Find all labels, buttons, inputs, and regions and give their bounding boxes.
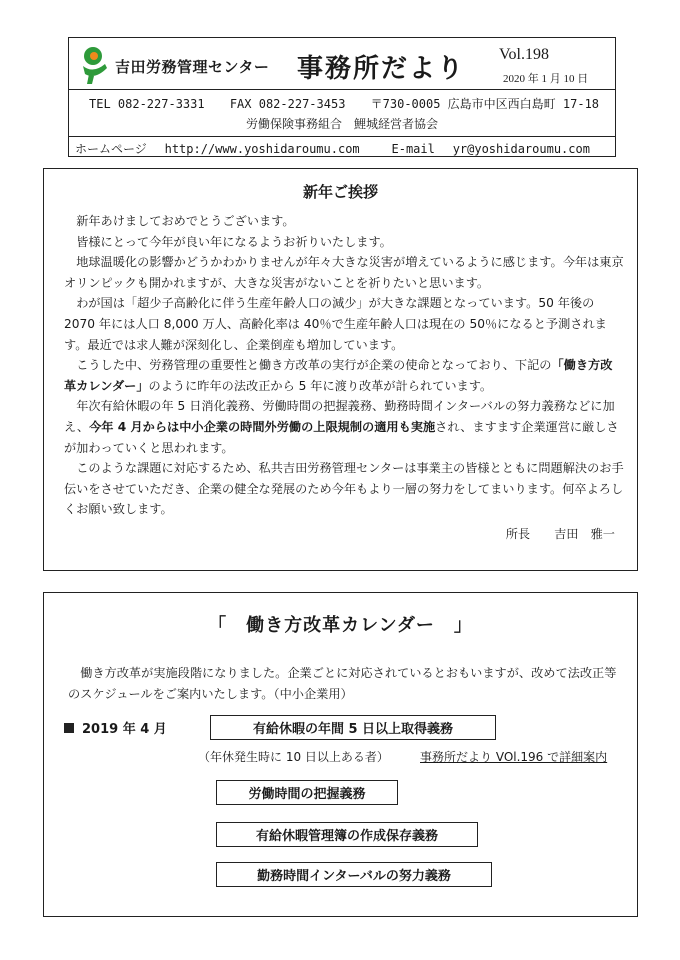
header-title-bar [69,38,615,90]
greeting-paragraph: わが国は「超少子高齢化に伴う生産年齢人口の減少」が大きな課題となっています。50 年後の 2070 年には人口 8,000 万人、高齢化率は 40％で生産年齢人口は現在の 50％になると予測されます。最近では求人難が深刻化し、企業倒産も増加しています。 [64,296,607,352]
company-logo-icon [79,44,111,84]
detail-reference: 事務所だより VOl.196 で詳細案内 [420,750,608,764]
affiliations: 労働保険事務組合 鯉城経営者協会 [245,117,438,131]
org-name: 吉田労務管理センター [115,58,270,76]
signature [482,525,615,542]
obligation-item: 勤務時間インターバルの努力義務 [216,862,492,887]
greeting-paragraph: このような課題に対応するため、私共吉田労務管理センターは事業主の皆様とともに問題解決のお手伝いをさせていただき、企業の健全な発展のため今年もより一層の努力をしてまいります。何卒よろしくお願い致します。 [64,461,624,517]
tel: TEL 082-227-3331 [89,97,205,111]
greeting-paragraph: 地球温暖化の影響かどうかわかりませんが年々大きな災害が増えているように感じます。今年は東京オリンピックも開かれますが、大きな災害がないことを祈りたいと思います。 [64,255,624,290]
newsletter-title: 事務所だより [297,54,466,84]
email-link[interactable]: yr@yoshidaroumu.com [452,142,590,156]
greeting-paragraph: こうした中、労務管理の重要性と働き方改革の実行が企業の使命となっており、下記の「働き方改革カレンダー」のように昨年の法改正から 5 年に渡り改革が計られています。 [64,358,613,393]
calendar-reference: 「働き方改革カレンダー」 [64,358,613,393]
greeting-paragraph: 皆様にとって今年が良い年になるようお祈りいたします。 [76,234,392,249]
schedule-date: 2019 年 4 月 [64,718,167,737]
homepage-label: ホームページ [75,142,147,156]
email-label: E-mail [391,142,435,156]
calendar-intro: 働き方改革が実施段階になりました。企業ごとに対応されているとおもいますが、改めて法改正等のスケジュールをご案内いたします。（中小企業用） [68,666,617,701]
square-bullet-icon [64,723,74,733]
volume-number: Vol.198 [499,46,549,63]
highlight-text: 今年 4 月からは中小企業の時間外労働の上限規制の適用も実施 [89,419,436,434]
homepage-link[interactable]: http://www.yoshidaroumu.com [164,142,360,156]
greeting-paragraph: 新年あけましておめでとうございます。 [76,214,295,228]
newsletter-header [68,37,616,157]
obligation-note: （年休発生時に 10 日以上ある者） [198,750,389,764]
obligation-item: 労働時間の把握義務 [216,780,398,805]
affiliations-line [69,115,615,132]
address: 〒730-0005 広島市中区西白島町 17-18 [370,97,600,111]
web-line [69,136,615,157]
contact-line [69,95,615,112]
calendar-title: 「 働き方改革カレンダー 」 [208,615,473,636]
issue-date: 2020 年 1 月 10 日 [503,73,589,85]
signature-role: 所長 [505,527,531,541]
obligation-item: 有給休暇管理簿の作成保存義務 [216,822,478,847]
fax: FAX 082-227-3453 [229,97,346,111]
greeting-paragraph: 年次有給休暇の年 5 日消化義務、労働時間の把握義務、勤務時間インターバルの努力義務などに加え、今年 4 月からは中小企業の時間外労働の上限規制の適用も実施され、ますます企業運営に厳しさが加わっていくと思われます。 [64,399,619,455]
greeting-title: 新年ご挨拶 [302,183,378,201]
work-style-reform-calendar [43,592,638,917]
new-year-greeting [43,168,638,571]
signature-name: 吉田 雅一 [554,527,615,541]
greeting-body [64,211,624,520]
obligation-item: 有給休暇の年間 5 日以上取得義務 [210,715,496,740]
